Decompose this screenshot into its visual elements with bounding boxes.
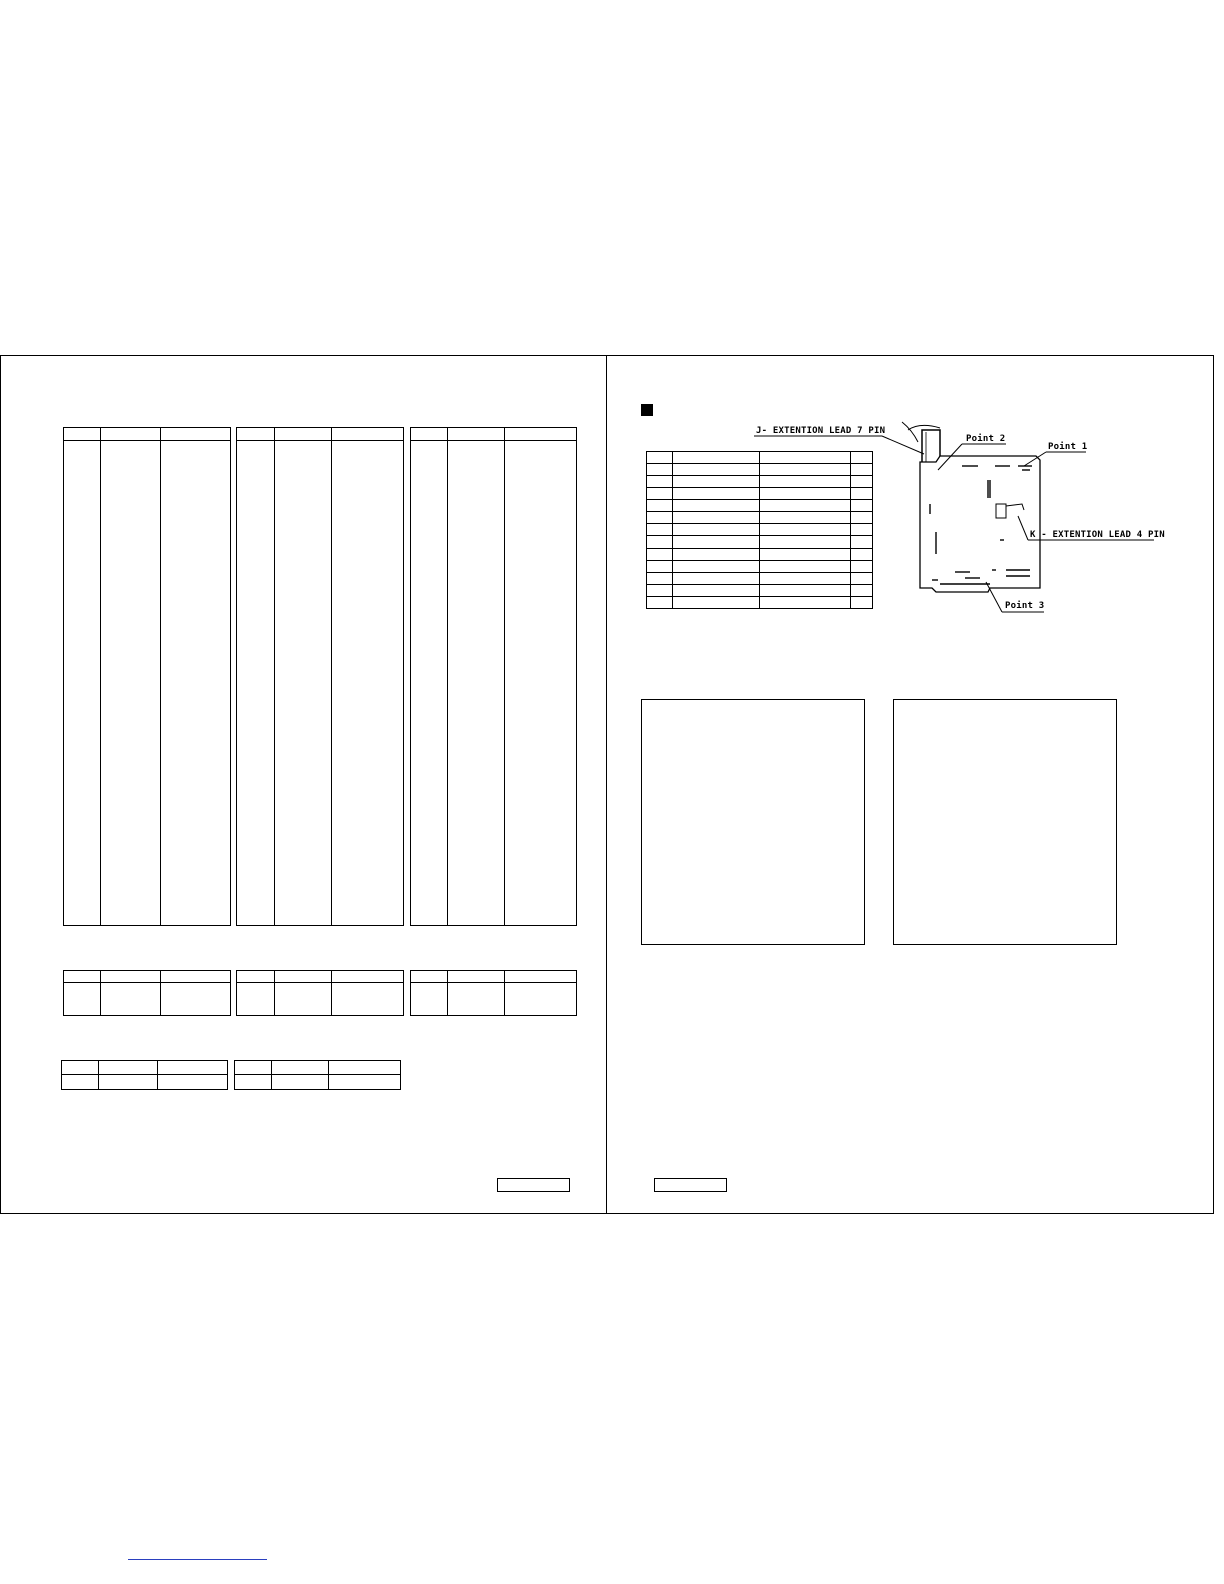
- bottom-table-1: [61, 1060, 228, 1090]
- pin-table-2: [236, 427, 404, 926]
- section-bullet: [641, 404, 653, 416]
- footer-link-underline: [128, 1559, 267, 1560]
- pin-table-1: [63, 427, 231, 926]
- small-table-2: [236, 970, 404, 1016]
- lead-k-label: K - EXTENTION LEAD 4 PIN: [1030, 530, 1165, 540]
- lead-j-label: J- EXTENTION LEAD 7 PIN: [756, 426, 886, 436]
- small-table-3: [410, 970, 577, 1016]
- small-table-1: [63, 970, 231, 1016]
- k-connector: [996, 504, 1006, 518]
- blank-panel-left: [641, 699, 865, 945]
- point-1-label: Point 1: [1048, 442, 1088, 452]
- point-3-label: Point 3: [1005, 601, 1045, 611]
- pin-table-3: [410, 427, 577, 926]
- right-page-number-box: [654, 1178, 727, 1192]
- pcb-board-outline: [920, 456, 1040, 592]
- point-2-label: Point 2: [966, 434, 1006, 444]
- blank-panel-right: [893, 699, 1117, 945]
- left-page-number-box: [497, 1178, 570, 1192]
- bottom-table-2: [234, 1060, 401, 1090]
- pcb-diagram: [740, 420, 1170, 620]
